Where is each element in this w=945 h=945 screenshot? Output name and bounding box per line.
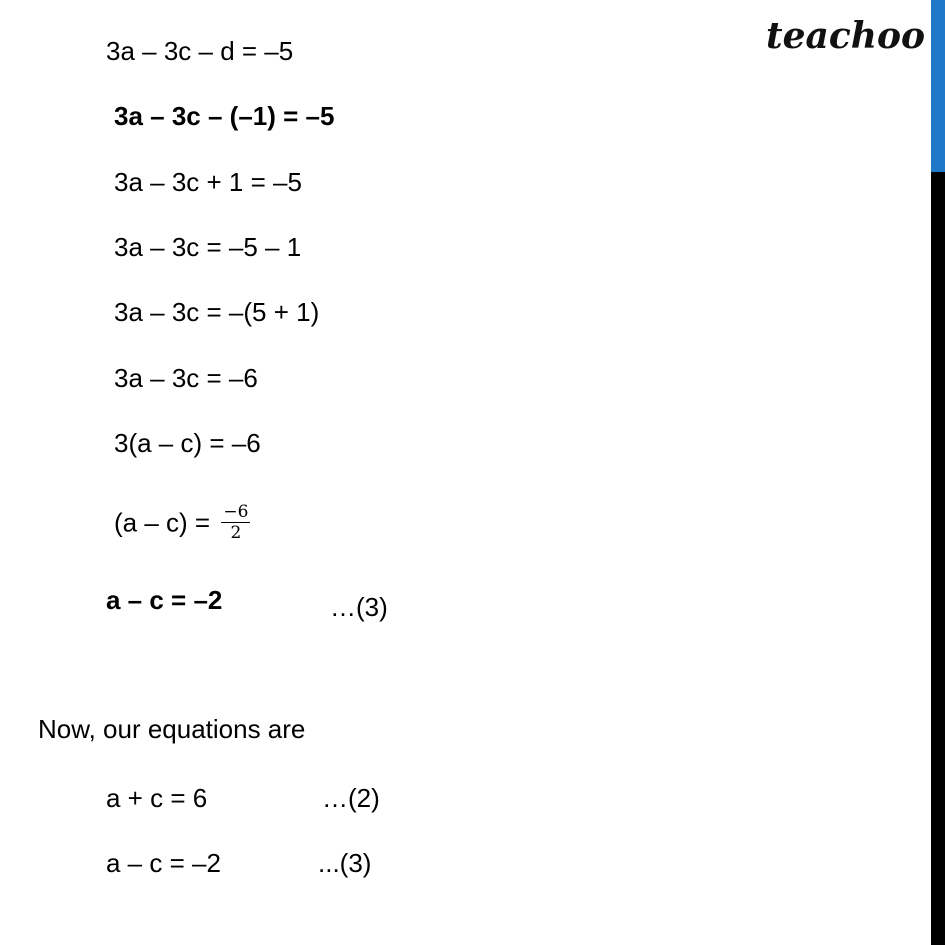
step-line: 3a – 3c = –5 – 1 (114, 232, 302, 262)
teachoo-logo: teachoo (766, 15, 925, 57)
fraction-denominator: 2 (230, 523, 242, 543)
result-equation: a – c = –2 (106, 585, 223, 615)
step-line: 3(a – c) = –6 (114, 428, 261, 458)
intro-text: Now, our equations are (38, 714, 306, 744)
equation-ref: …(3) (330, 592, 388, 622)
step-line: 3a – 3c = –(5 + 1) (114, 297, 320, 327)
step-line: 3a – 3c + 1 = –5 (114, 167, 302, 197)
step-line: 3a – 3c = –6 (114, 363, 258, 393)
fraction-step-line (114, 502, 250, 543)
fraction-step-prefix: (a – c) = (114, 507, 218, 538)
step-line: 3a – 3c – d = –5 (106, 36, 294, 66)
fraction-numerator: −6 (223, 502, 249, 522)
sidebar-accent-bar (931, 0, 945, 172)
fraction (221, 502, 250, 543)
equation-ref: ...(3) (318, 848, 372, 878)
equation-line: a + c = 6 (106, 783, 208, 813)
equation-ref: …(2) (322, 783, 380, 813)
step-line-bold: 3a – 3c – (–1) = –5 (114, 101, 335, 131)
equation-line: a – c = –2 (106, 848, 221, 878)
